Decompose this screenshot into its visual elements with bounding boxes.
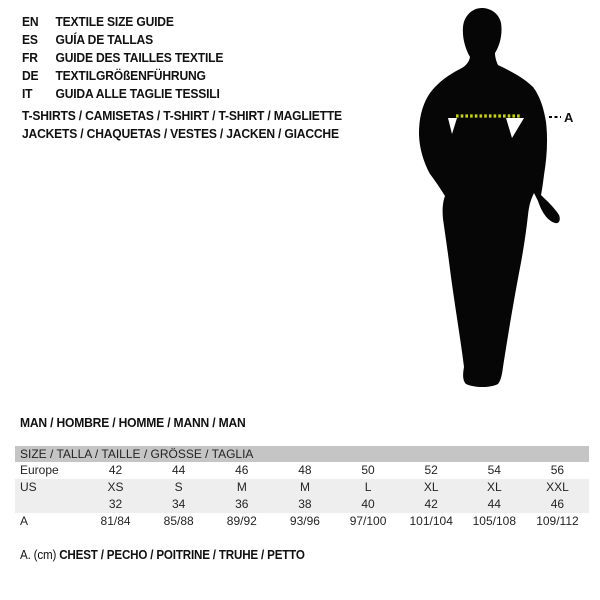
table-cell: 34 xyxy=(172,497,186,511)
lang-row-en xyxy=(22,13,223,31)
table-cell: 48 xyxy=(298,463,312,477)
lang-row-it xyxy=(22,85,223,103)
table-cell: 42 xyxy=(108,463,123,477)
table-cell: 50 xyxy=(361,463,375,477)
table-cell: 44 xyxy=(487,497,501,511)
footnote-label: CHEST / PECHO / POITRINE / TRUHE / PETTO xyxy=(59,548,305,562)
lang-code: FR xyxy=(22,50,38,65)
footnote-prefix: A. (cm) xyxy=(20,548,57,562)
table-cell: 44 xyxy=(172,463,186,477)
table-cell: 42 xyxy=(424,497,438,511)
table-cell: 32 xyxy=(108,497,123,511)
man-silhouette-shape xyxy=(419,8,560,387)
table-row-us-numbers xyxy=(15,496,589,513)
table-cell: 101/104 xyxy=(409,514,453,528)
table-cell: 38 xyxy=(298,497,312,511)
table-cell: L xyxy=(364,480,372,494)
row-label: US xyxy=(20,480,37,494)
table-cell: 40 xyxy=(361,497,375,511)
table-cell: 46 xyxy=(235,463,249,477)
measure-label-a: A xyxy=(564,110,574,125)
table-cell: 85/88 xyxy=(163,514,194,528)
lang-label: TEXTILE SIZE GUIDE xyxy=(55,14,174,29)
table-cell: 109/112 xyxy=(536,514,579,528)
table-row-chest-cm xyxy=(15,513,589,530)
table-cell: 81/84 xyxy=(100,514,131,528)
category-line-jackets: JACKETS / CHAQUETAS / VESTES / JACKEN / GIACCHE xyxy=(22,126,339,141)
table-cell: 93/96 xyxy=(289,514,320,528)
table-cell: M xyxy=(236,480,247,494)
figure-area xyxy=(400,5,575,400)
lang-label: GUIDA ALLE TAGLIE TESSILI xyxy=(55,86,220,101)
lang-code: ES xyxy=(22,32,38,47)
table-cell: XS xyxy=(107,480,124,494)
category-lines xyxy=(22,107,342,143)
table-row-us-letters xyxy=(15,479,589,496)
table-cell: XL xyxy=(486,480,502,494)
lang-row-fr xyxy=(22,49,223,67)
lang-row-es xyxy=(22,31,223,49)
table-cell: 97/100 xyxy=(349,514,387,528)
row-label xyxy=(15,496,84,513)
category-line-tshirts: T-SHIRTS / CAMISETAS / T-SHIRT / T-SHIRT / MAGLIETTE xyxy=(22,108,342,123)
lang-label: TEXTILGRÖßENFÜHRUNG xyxy=(55,68,206,83)
row-label: A xyxy=(20,514,29,528)
table-cell: XL xyxy=(423,480,439,494)
table-cell: 46 xyxy=(550,497,565,511)
table-cell: 105/108 xyxy=(472,514,516,528)
lang-code: IT xyxy=(22,86,33,101)
table-cell: 54 xyxy=(487,463,501,477)
size-table xyxy=(15,446,589,530)
lang-code: EN xyxy=(22,14,39,29)
table-cell: 56 xyxy=(550,463,565,477)
lang-label: GUIDE DES TAILLES TEXTILE xyxy=(55,50,224,65)
measurement-footnote xyxy=(20,548,305,562)
row-label: Europe xyxy=(20,463,59,477)
man-silhouette-icon xyxy=(400,5,575,400)
language-list xyxy=(22,13,223,103)
table-cell: 89/92 xyxy=(226,514,257,528)
table-cell: 36 xyxy=(235,497,249,511)
section-title: MAN / HOMBRE / HOMME / MANN / MAN xyxy=(20,415,246,430)
table-cell: XXL xyxy=(546,480,569,494)
table-header: SIZE / TALLA / TAILLE / GRÖSSE / TAGLIA xyxy=(15,446,589,462)
table-row-europe xyxy=(15,462,589,479)
table-cell: 52 xyxy=(424,463,438,477)
lang-label: GUÍA DE TALLAS xyxy=(55,32,153,47)
lang-code: DE xyxy=(22,68,39,83)
lang-row-de xyxy=(22,67,223,85)
table-cell: S xyxy=(174,480,183,494)
table-cell: M xyxy=(299,480,310,494)
